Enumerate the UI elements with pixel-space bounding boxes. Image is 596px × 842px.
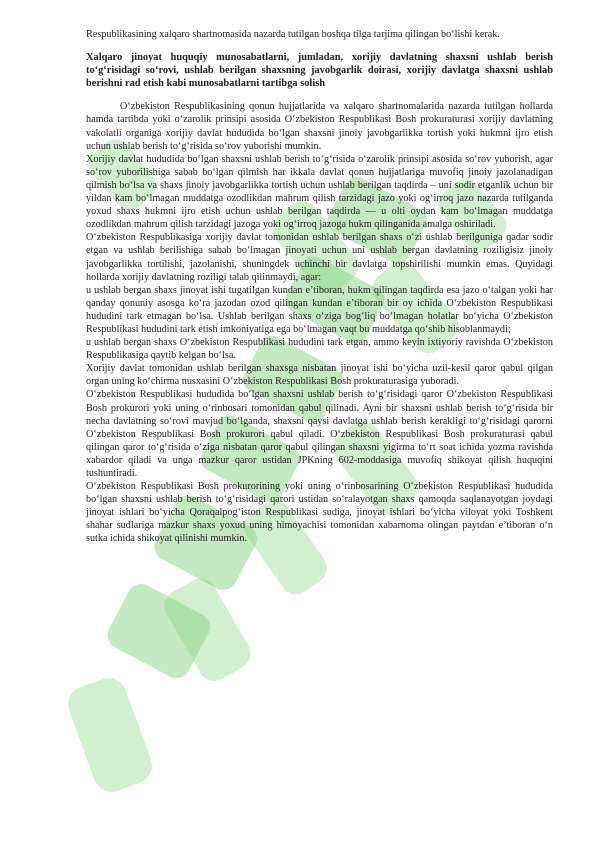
document-page [86, 28, 553, 546]
body-paragraph: u ushlab bergan shaxs O‘zbekiston Respublikasi hududini tark etgan, ammo keyin ixtiyoriy ravishda O‘zbekiston Respublikasiga qaytib kelgan bo‘lsa. [86, 337, 553, 362]
watermark-glyph [159, 573, 257, 687]
body-paragraph: O‘zbekiston Respublikasi Bosh prokurorining yoki uning o‘rinbosarining O‘zbekiston Respublikasi hududida bo‘lgan shaxsni ushlab berish to‘g‘risidagi qarori ustidan so‘ralayotgan shaxs qamoqda saqlanayotgan joydagi jinoyat ishlari bo‘yicha Qoraqalpog‘iston Respublikasi sudiga, jinoyat ishlari bo‘yicha viloyat yoki Toshkent shahar sudlariga mazkur shaxs yoxud uning himoyachisi tomonidan xabarnoma olingan paytdan e’tiboran o‘n sutka ichida shikoyat qilinishi mumkin. [86, 481, 553, 545]
body-paragraph: O‘zbekiston Respublikasi hududida bo‘lgan shaxsni ushlab berish to‘g‘risidagi qaror O‘zbekiston Respublikasi Bosh prokurori yoki uning o‘rinbosari tomonidan qabul qilinadi. Ayni bir shaxsni ushlab berish to‘g‘risida bir necha davlatning so‘rovi mavjud bo‘lganda, shaxsni qaysi davlatga ushlab berish kerakligi to‘g‘risidagi qarorni O‘zbekiston Respublikasi Bosh prokurori qabul qiladi. O‘zbekiston Respublikasi Bosh prokuraturasi qabul qilingan qaror to‘g‘risida o‘ziga nisbatan qaror qabul qilingan shaxsni yigirma to‘rt soat ichida yozma ravishda xabardor qiladi va unga mazkur qaror ustidan JPKning 602-moddasiga muvofiq shikoyat qilish huquqini tushuntiradi. [86, 389, 553, 479]
body-paragraph: Xorijiy davlat tomonidan ushlab berilgan shaxsga nisbatan jinoyat ishi bo‘yicha uzil-kesil qaror qabul qilgan organ uning ko‘chirma nusxasini O‘zbekiston Respublikasi Bosh prokuraturasiga yuboradi. [86, 363, 553, 388]
watermark-glyph [103, 579, 215, 683]
body-paragraph: O‘zbekiston Respublikasining qonun hujjatlarida va xalqaro shartnomalarida nazarda tutilgan hollarda hamda tartibda yoki o‘zarolik prinsipi asosida O‘zbekiston Respublikasi Bosh prokuraturasi xorijiy davlatning vakolatli organiga xorijiy davlat hududida bo‘lgan shaxsni jinoiy javobgarlikka tortish yoki hukmni ijro etish uchun ushlab berish to‘g‘risida so‘rov yuborishi mumkin. [86, 101, 553, 152]
body-paragraph: u ushlab bergan shaxs jinoyat ishi tugatilgan kundan e’tiboran, hukm qilingan taqdirda esa jazo o‘talgan yoki har qanday qonuniy asosga ko‘ra jazodan ozod qilingan kundan e’tiboran bir oy ichida O‘zbekiston Respublikasi hududini tark etmagan bo‘lsa. Ushlab berilgan shaxs o‘ziga bog‘liq bo‘lmagan holatlar bo‘yicha O‘zbekiston Respublikasi hududini tark etish imkoniyatiga ega bo‘lmagan vaqt bu muddatga qo‘shib hisoblanmaydi; [86, 284, 553, 335]
body-paragraph: Xorijiy davlat hududida bo‘lgan shaxsni ushlab berish to‘g‘risida o‘zarolik prinsipi asosida so‘rov yuborish, agar so‘rov yuborilishiga sabab bo‘lgan qilmish har ikkala davlat qonun hujjatlariga muvofiq jinoiy jazolanadigan qilmish bo‘lsa va shaxs jinoiy javobgarlikka tortish uchun ushlab berilgan taqdirda – uni sodir etganlik uchun bir yildan kam bo‘lmagan muddatga ozodlikdan mahrum qilish tarzidagi jazo yoki og‘irroq jazo nazarda tutilganda yoxud shaxs hukmni ijro etish uchun ushlab berilgan taqdirda — u olti oydan kam bo‘lmagan muddatga ozodlikdan mahrum qilish tarzidagi jazoga yoki og‘irroq jazoga hukm qilinganida amalga oshiriladi. [86, 153, 553, 231]
section-heading: Xalqaro jinoyat huquqiy munosabatlarni, jumladan, xorijiy davlatning shaxsni ushlab berish to‘g‘risidagi so‘rovi, ushlab berilgan shaxsning javobgarlik doirasi, xorijiy davlatga shaxsni ushlab berishni rad etish kabi munosabatlarni tartibga solish [86, 52, 553, 90]
watermark-glyph [63, 673, 157, 797]
intro-paragraph: Respublikasining xalqaro shartnomasida nazarda tutilgan boshqa tilga tarjima qilingan bo‘lishi kerak. [86, 29, 500, 40]
body-paragraph: O‘zbekiston Respublikasiga xorijiy davlat tomonidan ushlab berilgan shaxs o‘zi ushlab berilguniga qadar sodir etgan va ushlab berilishiga sabab bo‘lmagan jinoyati uchun uni ushlab bergan davlatning roziligisiz jinoiy javobgarlikka tortilishi, jazolanishi, shuningdek uchinchi bir davlatga topshirilishi mumkin emas. Quyidagi hollarda xorijiy davlatning roziligi talab qilinmaydi, agar: [86, 232, 553, 283]
